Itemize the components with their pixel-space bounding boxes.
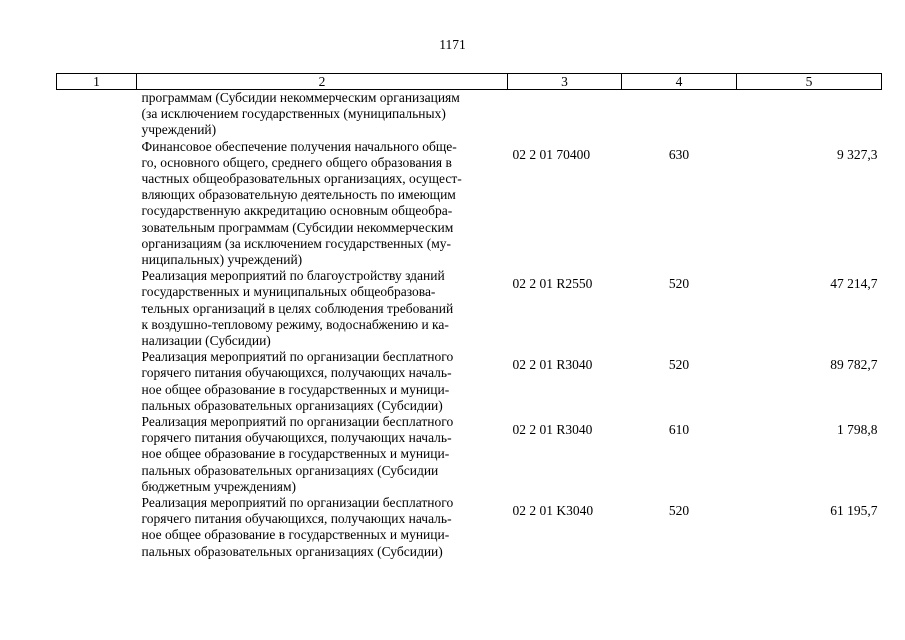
name-line: программам (Субсидии некоммерческим организациям [141, 90, 460, 105]
name-line: горячего питания обучающихся, получающих началь- [141, 430, 452, 446]
cell-expense-kind [622, 90, 737, 139]
cell-amount: 47 214,7 [830, 276, 878, 292]
name-line: Реализация мероприятий по организации бесплатного [141, 349, 454, 365]
cell-expenditure-name [137, 414, 508, 495]
cell-index [57, 495, 137, 560]
name-line: ное общее образование в государственных и муници- [141, 446, 450, 462]
cell-expenditure-name [137, 268, 508, 349]
name-line: Реализация мероприятий по организации бесплатного [141, 495, 454, 511]
cell-expenditure-name [137, 349, 508, 414]
column-header-4: 4 [622, 74, 737, 90]
cell-expense-kind: 610 [668, 422, 690, 438]
table-row [57, 414, 882, 495]
name-line: ное общее образование в государственных и муници- [141, 381, 450, 397]
table-body [57, 90, 882, 560]
name-line: Реализация мероприятий по благоустройству зданий [141, 268, 445, 284]
cell-index [57, 139, 137, 269]
name-line: Реализация мероприятий по организации бесплатного [141, 414, 454, 430]
cell-target-code: 02 2 01 R3040 [512, 357, 593, 373]
table-row [57, 268, 882, 349]
cell-amount [737, 90, 882, 139]
column-header-2: 2 [137, 74, 508, 90]
name-line: ное общее образование в государственных и муници- [141, 527, 450, 543]
name-line: нализации (Субсидии) [141, 333, 271, 349]
name-line: к воздушно-тепловому режиму, водоснабжению и ка- [141, 316, 449, 332]
name-line: (за исключением государственных (муниципальных) [141, 106, 446, 122]
column-header-3: 3 [508, 74, 622, 90]
cell-expenditure-name [137, 90, 508, 139]
name-line: пальных образовательных организациях (Субсидии) [141, 397, 443, 413]
table-row [57, 139, 882, 269]
table-row [57, 495, 882, 560]
name-line: зовательным программам (Субсидии некоммерческим [141, 219, 454, 235]
cell-amount: 9 327,3 [837, 146, 878, 162]
name-line: го, основного общего, среднего общего образования в [141, 154, 452, 170]
name-line: горячего питания обучающихся, получающих началь- [141, 365, 452, 381]
cell-target-code: 02 2 01 R2550 [512, 276, 593, 292]
cell-index [57, 268, 137, 349]
name-line: государственных и муниципальных общеобразова- [141, 284, 436, 300]
table-header [57, 74, 882, 90]
cell-amount: 61 195,7 [830, 503, 878, 519]
cell-target-code [508, 90, 622, 139]
name-line: частных общеобразовательных организациях, осущест- [141, 171, 462, 187]
name-line: вляющих образовательную деятельность по имеющим [141, 187, 456, 203]
table-row [57, 90, 882, 139]
cell-expense-kind: 630 [668, 146, 690, 162]
name-line: горячего питания обучающихся, получающих началь- [141, 511, 452, 527]
name-line: пальных образовательных организациях (Субсидии [141, 462, 439, 478]
cell-index [57, 90, 137, 139]
cell-target-code: 02 2 01 K3040 [512, 503, 594, 519]
name-line: пальных образовательных организациях (Субсидии) [141, 543, 443, 559]
name-line: бюджетным учреждениям) [141, 478, 297, 494]
cell-index [57, 414, 137, 495]
cell-expense-kind: 520 [668, 357, 690, 373]
page-number: 1171 [439, 37, 466, 52]
cell-index [57, 349, 137, 414]
column-header-5: 5 [737, 74, 882, 90]
cell-amount: 89 782,7 [830, 357, 878, 373]
cell-expense-kind: 520 [668, 276, 690, 292]
name-line: Финансовое обеспечение получения начального обще- [141, 138, 457, 154]
cell-target-code: 02 2 01 R3040 [512, 422, 593, 438]
name-line: учреждений) [141, 122, 217, 138]
name-line: тельных организаций в целях соблюдения требований [141, 300, 454, 316]
header-row [57, 74, 882, 90]
cell-expenditure-name [137, 495, 508, 560]
cell-expenditure-name [137, 139, 508, 269]
column-header-1: 1 [57, 74, 137, 90]
name-line: ниципальных) учреждений) [141, 252, 303, 268]
name-line: государственную аккредитацию основным общеобра- [141, 203, 453, 219]
table-row [57, 349, 882, 414]
cell-amount: 1 798,8 [837, 422, 878, 438]
name-line: организациям (за исключением государственных (му- [141, 235, 452, 251]
budget-table [56, 73, 882, 560]
cell-expense-kind: 520 [668, 503, 690, 519]
cell-target-code: 02 2 01 70400 [512, 146, 591, 162]
